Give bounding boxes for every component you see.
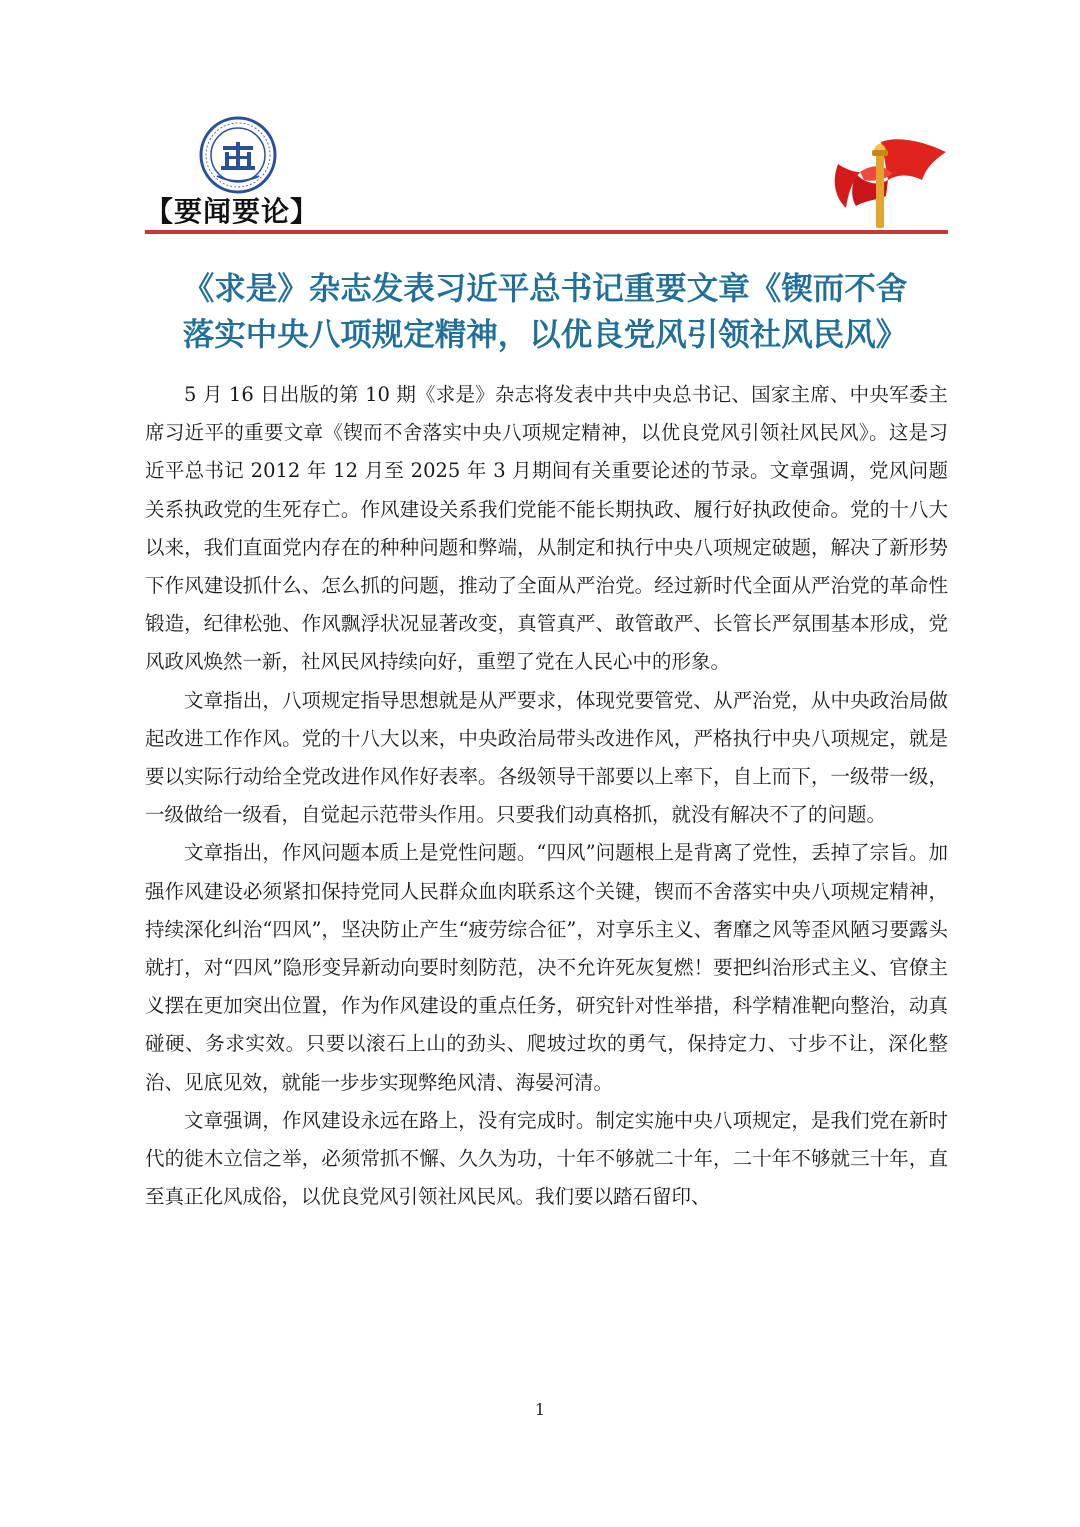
paragraph-3: 文章指出，作风问题本质上是党性问题。“四风”问题根上是背离了党性，丢掉了宗旨。加强作风建设必须紧扣保持党同人民群众血肉联系这个关键，锲而不舍落实中央八项规定精神，持续深化纠治“四风”，坚决防止产生“疲劳综合征”，对享乐主义、奢靡之风等歪风陋习要露头就打，对“四风”隐形变异新动向要时刻防范，决不允许死灰复燃！要把纠治形式主义、官僚主义摆在更加突出位置，作为作风建设的重点任务，研究针对性举措，科学精准靶向整治，动真碰硬、务求实效。只要以滚石上山的劲头、爬坡过坎的勇气，保持定力、寸步不让，深化整治、见底见效，就能一步步实现弊绝风清、海晏河清。 — [145, 841, 948, 1094]
article-title — [120, 266, 970, 358]
section-label: 【要闻要论】 — [145, 195, 320, 228]
red-flag-torch-icon — [826, 134, 948, 230]
article-title-line-1: 《求是》杂志发表习近平总书记重要文章《锲而不舍 — [182, 271, 908, 307]
article-body — [145, 376, 948, 1216]
university-emblem-icon — [199, 116, 277, 194]
article-title-line-2: 落实中央八项规定精神，以优良党风引领社风民风》 — [182, 317, 908, 353]
header-divider — [145, 230, 948, 234]
paragraph-4: 文章强调，作风建设永远在路上，没有完成时。制定实施中央八项规定，是我们党在新时代的徙木立信之举，必须常抓不懈、久久为功，十年不够就二十年，二十年不够就三十年，直至真正化风成俗，以优良党风引领社风民风。我们要以踏石留印、 — [145, 1108, 948, 1209]
page-number: 1 — [534, 1400, 546, 1419]
paragraph-1: 5 月 16 日出版的第 10 期《求是》杂志将发表中共中央总书记、国家主席、中央军委主席习近平的重要文章《锲而不舍落实中央八项规定精神，以优良党风引领社风民风》。这是习近平总书记 2012 年 12 月至 2025 年 3 月期间有关重要论述的节录。文章强调，党风问题关系执政党的生死存亡。作风建设关系我们党能不能长期执政、履行好执政使命。党的十八大以来，我们直面党内存在的种种问题和弊端，从制定和执行中央八项规定破题，解决了新形势下作风建设抓什么、怎么抓的问题，推动了全面从严治党。经过新时代全面从严治党的革命性锻造，纪律松弛、作风飘浮状况显著改变，真管真严、敢管敢严、长管长严氛围基本形成，党风政风焕然一新，社风民风持续向好，重塑了党在人民心中的形象。 — [145, 383, 948, 674]
paragraph-2: 文章指出，八项规定指导思想就是从严要求，体现党要管党、从严治党，从中央政治局做起改进工作作风。党的十八大以来，中央政治局带头改进作风，严格执行中央八项规定，就是要以实际行动给全党改进作风作好表率。各级领导干部要以上率下，自上而下，一级带一级，一级做给一级看，自觉起示范带头作用。只要我们动真格抓，就没有解决不了的问题。 — [145, 688, 948, 827]
